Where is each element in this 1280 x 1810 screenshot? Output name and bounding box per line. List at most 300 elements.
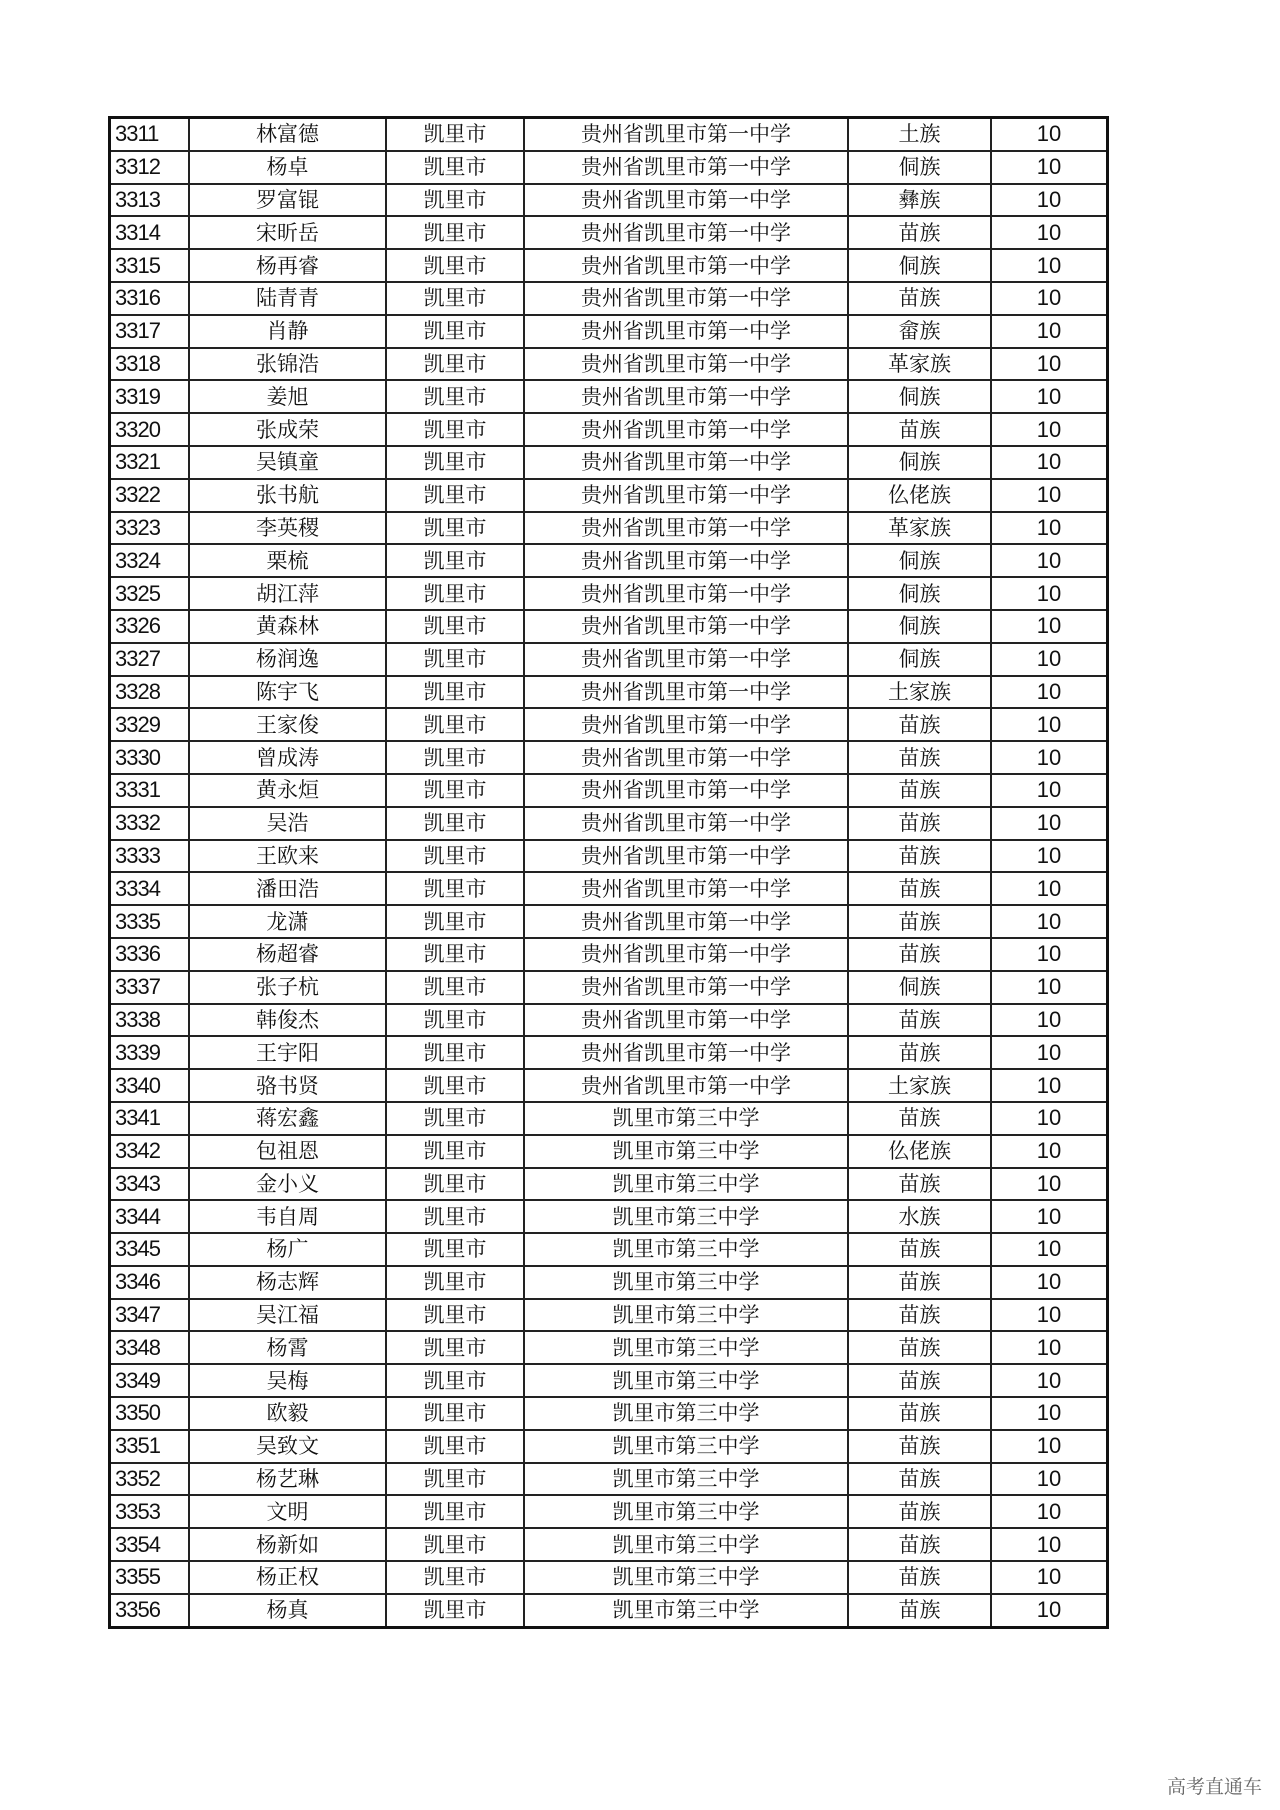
student-list-table xyxy=(108,116,1109,1629)
table-row xyxy=(110,774,1108,807)
ethnicity-cell: 侗族 xyxy=(848,380,991,413)
row-number-cell: 3344 xyxy=(110,1200,190,1233)
score-cell: 10 xyxy=(991,216,1108,249)
ethnicity-cell: 苗族 xyxy=(848,1594,991,1627)
city-cell: 凯里市 xyxy=(386,1102,524,1135)
school-cell: 贵州省凯里市第一中学 xyxy=(524,184,848,217)
school-cell: 贵州省凯里市第一中学 xyxy=(524,380,848,413)
city-cell: 凯里市 xyxy=(386,1299,524,1332)
school-cell: 贵州省凯里市第一中学 xyxy=(524,905,848,938)
ethnicity-cell: 苗族 xyxy=(848,1364,991,1397)
city-cell: 凯里市 xyxy=(386,872,524,905)
student-name-cell: 吴镇童 xyxy=(189,446,386,479)
score-cell: 10 xyxy=(991,643,1108,676)
student-name-cell: 王欧来 xyxy=(189,840,386,873)
school-cell: 贵州省凯里市第一中学 xyxy=(524,413,848,446)
row-number-cell: 3348 xyxy=(110,1331,190,1364)
table-row xyxy=(110,282,1108,315)
table-row xyxy=(110,610,1108,643)
row-number-cell: 3312 xyxy=(110,151,190,184)
city-cell: 凯里市 xyxy=(386,1004,524,1037)
table-row xyxy=(110,249,1108,282)
school-cell: 凯里市第三中学 xyxy=(524,1364,848,1397)
score-cell: 10 xyxy=(991,610,1108,643)
score-cell: 10 xyxy=(991,1495,1108,1528)
student-name-cell: 罗富锟 xyxy=(189,184,386,217)
city-cell: 凯里市 xyxy=(386,446,524,479)
score-cell: 10 xyxy=(991,380,1108,413)
ethnicity-cell: 革家族 xyxy=(848,348,991,381)
row-number-cell: 3328 xyxy=(110,676,190,709)
score-cell: 10 xyxy=(991,971,1108,1004)
score-cell: 10 xyxy=(991,905,1108,938)
score-cell: 10 xyxy=(991,1594,1108,1627)
school-cell: 贵州省凯里市第一中学 xyxy=(524,282,848,315)
city-cell: 凯里市 xyxy=(386,1135,524,1168)
ethnicity-cell: 革家族 xyxy=(848,512,991,545)
row-number-cell: 3338 xyxy=(110,1004,190,1037)
row-number-cell: 3356 xyxy=(110,1594,190,1627)
score-cell: 10 xyxy=(991,249,1108,282)
table-row xyxy=(110,872,1108,905)
watermark: 高考直通车 xyxy=(1166,1776,1262,1798)
row-number-cell: 3334 xyxy=(110,872,190,905)
student-name-cell: 黄永烜 xyxy=(189,774,386,807)
score-cell: 10 xyxy=(991,774,1108,807)
score-cell: 10 xyxy=(991,1004,1108,1037)
score-cell: 10 xyxy=(991,1331,1108,1364)
table-row xyxy=(110,643,1108,676)
ethnicity-cell: 彝族 xyxy=(848,184,991,217)
table-row xyxy=(110,1135,1108,1168)
table-row xyxy=(110,1036,1108,1069)
table-row xyxy=(110,741,1108,774)
student-name-cell: 姜旭 xyxy=(189,380,386,413)
table-row xyxy=(110,512,1108,545)
city-cell: 凯里市 xyxy=(386,807,524,840)
table-row xyxy=(110,807,1108,840)
score-cell: 10 xyxy=(991,1528,1108,1561)
school-cell: 贵州省凯里市第一中学 xyxy=(524,216,848,249)
ethnicity-cell: 苗族 xyxy=(848,1004,991,1037)
table-row xyxy=(110,1233,1108,1266)
school-cell: 贵州省凯里市第一中学 xyxy=(524,610,848,643)
table-row xyxy=(110,1463,1108,1496)
school-cell: 凯里市第三中学 xyxy=(524,1200,848,1233)
school-cell: 凯里市第三中学 xyxy=(524,1463,848,1496)
table-row xyxy=(110,708,1108,741)
table-row xyxy=(110,348,1108,381)
city-cell: 凯里市 xyxy=(386,1200,524,1233)
row-number-cell: 3311 xyxy=(110,118,190,151)
table-row xyxy=(110,1102,1108,1135)
row-number-cell: 3345 xyxy=(110,1233,190,1266)
score-cell: 10 xyxy=(991,118,1108,151)
row-number-cell: 3337 xyxy=(110,971,190,1004)
city-cell: 凯里市 xyxy=(386,348,524,381)
city-cell: 凯里市 xyxy=(386,1266,524,1299)
ethnicity-cell: 苗族 xyxy=(848,741,991,774)
table-row xyxy=(110,676,1108,709)
school-cell: 贵州省凯里市第一中学 xyxy=(524,249,848,282)
student-name-cell: 杨正权 xyxy=(189,1561,386,1594)
city-cell: 凯里市 xyxy=(386,118,524,151)
school-cell: 贵州省凯里市第一中学 xyxy=(524,479,848,512)
ethnicity-cell: 侗族 xyxy=(848,610,991,643)
city-cell: 凯里市 xyxy=(386,1397,524,1430)
table-row xyxy=(110,1528,1108,1561)
table-row xyxy=(110,938,1108,971)
ethnicity-cell: 苗族 xyxy=(848,413,991,446)
city-cell: 凯里市 xyxy=(386,708,524,741)
school-cell: 贵州省凯里市第一中学 xyxy=(524,1069,848,1102)
ethnicity-cell: 土家族 xyxy=(848,1069,991,1102)
student-name-cell: 骆书贤 xyxy=(189,1069,386,1102)
school-cell: 贵州省凯里市第一中学 xyxy=(524,118,848,151)
table-row xyxy=(110,1004,1108,1037)
ethnicity-cell: 侗族 xyxy=(848,151,991,184)
score-cell: 10 xyxy=(991,151,1108,184)
school-cell: 凯里市第三中学 xyxy=(524,1594,848,1627)
table-row xyxy=(110,446,1108,479)
city-cell: 凯里市 xyxy=(386,479,524,512)
school-cell: 贵州省凯里市第一中学 xyxy=(524,741,848,774)
table-row xyxy=(110,315,1108,348)
score-cell: 10 xyxy=(991,348,1108,381)
row-number-cell: 3331 xyxy=(110,774,190,807)
city-cell: 凯里市 xyxy=(386,1036,524,1069)
table-row xyxy=(110,151,1108,184)
city-cell: 凯里市 xyxy=(386,577,524,610)
table-row xyxy=(110,1331,1108,1364)
student-name-cell: 陈宇飞 xyxy=(189,676,386,709)
row-number-cell: 3314 xyxy=(110,216,190,249)
row-number-cell: 3321 xyxy=(110,446,190,479)
table-row xyxy=(110,1561,1108,1594)
ethnicity-cell: 苗族 xyxy=(848,774,991,807)
school-cell: 贵州省凯里市第一中学 xyxy=(524,872,848,905)
student-name-cell: 包祖恩 xyxy=(189,1135,386,1168)
ethnicity-cell: 苗族 xyxy=(848,938,991,971)
school-cell: 贵州省凯里市第一中学 xyxy=(524,577,848,610)
student-name-cell: 杨卓 xyxy=(189,151,386,184)
city-cell: 凯里市 xyxy=(386,741,524,774)
city-cell: 凯里市 xyxy=(386,413,524,446)
row-number-cell: 3354 xyxy=(110,1528,190,1561)
row-number-cell: 3315 xyxy=(110,249,190,282)
city-cell: 凯里市 xyxy=(386,151,524,184)
school-cell: 凯里市第三中学 xyxy=(524,1233,848,1266)
ethnicity-cell: 水族 xyxy=(848,1200,991,1233)
student-name-cell: 吴致文 xyxy=(189,1430,386,1463)
city-cell: 凯里市 xyxy=(386,643,524,676)
ethnicity-cell: 侗族 xyxy=(848,577,991,610)
city-cell: 凯里市 xyxy=(386,1528,524,1561)
student-name-cell: 韦自周 xyxy=(189,1200,386,1233)
score-cell: 10 xyxy=(991,1364,1108,1397)
table-row xyxy=(110,1299,1108,1332)
score-cell: 10 xyxy=(991,1463,1108,1496)
score-cell: 10 xyxy=(991,1069,1108,1102)
city-cell: 凯里市 xyxy=(386,971,524,1004)
city-cell: 凯里市 xyxy=(386,216,524,249)
city-cell: 凯里市 xyxy=(386,840,524,873)
student-name-cell: 张书航 xyxy=(189,479,386,512)
table-row xyxy=(110,184,1108,217)
ethnicity-cell: 苗族 xyxy=(848,1528,991,1561)
row-number-cell: 3340 xyxy=(110,1069,190,1102)
score-cell: 10 xyxy=(991,1233,1108,1266)
row-number-cell: 3347 xyxy=(110,1299,190,1332)
student-name-cell: 杨艺琳 xyxy=(189,1463,386,1496)
student-name-cell: 杨新如 xyxy=(189,1528,386,1561)
ethnicity-cell: 苗族 xyxy=(848,1036,991,1069)
ethnicity-cell: 侗族 xyxy=(848,643,991,676)
city-cell: 凯里市 xyxy=(386,610,524,643)
row-number-cell: 3341 xyxy=(110,1102,190,1135)
school-cell: 凯里市第三中学 xyxy=(524,1331,848,1364)
school-cell: 贵州省凯里市第一中学 xyxy=(524,774,848,807)
table-row xyxy=(110,1495,1108,1528)
row-number-cell: 3332 xyxy=(110,807,190,840)
ethnicity-cell: 苗族 xyxy=(848,708,991,741)
ethnicity-cell: 侗族 xyxy=(848,971,991,1004)
score-cell: 10 xyxy=(991,577,1108,610)
ethnicity-cell: 苗族 xyxy=(848,840,991,873)
row-number-cell: 3342 xyxy=(110,1135,190,1168)
score-cell: 10 xyxy=(991,479,1108,512)
city-cell: 凯里市 xyxy=(386,544,524,577)
city-cell: 凯里市 xyxy=(386,1069,524,1102)
score-cell: 10 xyxy=(991,1561,1108,1594)
student-name-cell: 张锦浩 xyxy=(189,348,386,381)
row-number-cell: 3329 xyxy=(110,708,190,741)
student-name-cell: 曾成涛 xyxy=(189,741,386,774)
ethnicity-cell: 苗族 xyxy=(848,1168,991,1201)
student-name-cell: 杨广 xyxy=(189,1233,386,1266)
city-cell: 凯里市 xyxy=(386,249,524,282)
table-row xyxy=(110,1594,1108,1627)
student-name-cell: 吴梅 xyxy=(189,1364,386,1397)
row-number-cell: 3336 xyxy=(110,938,190,971)
table-row xyxy=(110,905,1108,938)
row-number-cell: 3330 xyxy=(110,741,190,774)
student-name-cell: 王家俊 xyxy=(189,708,386,741)
school-cell: 贵州省凯里市第一中学 xyxy=(524,840,848,873)
student-name-cell: 栗梳 xyxy=(189,544,386,577)
ethnicity-cell: 苗族 xyxy=(848,1561,991,1594)
school-cell: 贵州省凯里市第一中学 xyxy=(524,1036,848,1069)
ethnicity-cell: 苗族 xyxy=(848,872,991,905)
city-cell: 凯里市 xyxy=(386,1168,524,1201)
row-number-cell: 3353 xyxy=(110,1495,190,1528)
school-cell: 贵州省凯里市第一中学 xyxy=(524,938,848,971)
row-number-cell: 3351 xyxy=(110,1430,190,1463)
score-cell: 10 xyxy=(991,676,1108,709)
student-name-cell: 韩俊杰 xyxy=(189,1004,386,1037)
ethnicity-cell: 苗族 xyxy=(848,1266,991,1299)
school-cell: 贵州省凯里市第一中学 xyxy=(524,544,848,577)
row-number-cell: 3318 xyxy=(110,348,190,381)
school-cell: 贵州省凯里市第一中学 xyxy=(524,676,848,709)
school-cell: 贵州省凯里市第一中学 xyxy=(524,807,848,840)
ethnicity-cell: 仫佬族 xyxy=(848,1135,991,1168)
city-cell: 凯里市 xyxy=(386,1463,524,1496)
city-cell: 凯里市 xyxy=(386,1430,524,1463)
ethnicity-cell: 苗族 xyxy=(848,1299,991,1332)
school-cell: 凯里市第三中学 xyxy=(524,1430,848,1463)
school-cell: 贵州省凯里市第一中学 xyxy=(524,151,848,184)
ethnicity-cell: 苗族 xyxy=(848,1233,991,1266)
score-cell: 10 xyxy=(991,1299,1108,1332)
ethnicity-cell: 苗族 xyxy=(848,1102,991,1135)
ethnicity-cell: 土族 xyxy=(848,118,991,151)
table-row xyxy=(110,1266,1108,1299)
table-row xyxy=(110,1430,1108,1463)
score-cell: 10 xyxy=(991,938,1108,971)
ethnicity-cell: 侗族 xyxy=(848,249,991,282)
ethnicity-cell: 苗族 xyxy=(848,1331,991,1364)
student-name-cell: 张成荣 xyxy=(189,413,386,446)
ethnicity-cell: 苗族 xyxy=(848,1430,991,1463)
score-cell: 10 xyxy=(991,840,1108,873)
table-row xyxy=(110,1200,1108,1233)
score-cell: 10 xyxy=(991,315,1108,348)
city-cell: 凯里市 xyxy=(386,1495,524,1528)
student-name-cell: 张子杭 xyxy=(189,971,386,1004)
table-row xyxy=(110,1069,1108,1102)
table-row xyxy=(110,479,1108,512)
score-cell: 10 xyxy=(991,413,1108,446)
school-cell: 凯里市第三中学 xyxy=(524,1266,848,1299)
table-row xyxy=(110,1364,1108,1397)
school-cell: 贵州省凯里市第一中学 xyxy=(524,348,848,381)
score-cell: 10 xyxy=(991,512,1108,545)
table-row xyxy=(110,840,1108,873)
city-cell: 凯里市 xyxy=(386,184,524,217)
student-name-cell: 黄森林 xyxy=(189,610,386,643)
ethnicity-cell: 苗族 xyxy=(848,807,991,840)
score-cell: 10 xyxy=(991,184,1108,217)
student-name-cell: 王宇阳 xyxy=(189,1036,386,1069)
student-name-cell: 陆青青 xyxy=(189,282,386,315)
student-name-cell: 蒋宏鑫 xyxy=(189,1102,386,1135)
table-row xyxy=(110,216,1108,249)
city-cell: 凯里市 xyxy=(386,905,524,938)
ethnicity-cell: 仫佬族 xyxy=(848,479,991,512)
ethnicity-cell: 土家族 xyxy=(848,676,991,709)
row-number-cell: 3350 xyxy=(110,1397,190,1430)
score-cell: 10 xyxy=(991,1430,1108,1463)
student-name-cell: 金小义 xyxy=(189,1168,386,1201)
student-name-cell: 杨真 xyxy=(189,1594,386,1627)
school-cell: 凯里市第三中学 xyxy=(524,1168,848,1201)
table-row xyxy=(110,544,1108,577)
ethnicity-cell: 苗族 xyxy=(848,1495,991,1528)
score-cell: 10 xyxy=(991,282,1108,315)
school-cell: 凯里市第三中学 xyxy=(524,1102,848,1135)
school-cell: 贵州省凯里市第一中学 xyxy=(524,446,848,479)
table-row xyxy=(110,971,1108,1004)
school-cell: 贵州省凯里市第一中学 xyxy=(524,971,848,1004)
score-cell: 10 xyxy=(991,807,1108,840)
row-number-cell: 3335 xyxy=(110,905,190,938)
student-name-cell: 李英稷 xyxy=(189,512,386,545)
city-cell: 凯里市 xyxy=(386,1331,524,1364)
student-name-cell: 吴江福 xyxy=(189,1299,386,1332)
row-number-cell: 3325 xyxy=(110,577,190,610)
ethnicity-cell: 苗族 xyxy=(848,282,991,315)
score-cell: 10 xyxy=(991,872,1108,905)
school-cell: 贵州省凯里市第一中学 xyxy=(524,315,848,348)
row-number-cell: 3339 xyxy=(110,1036,190,1069)
row-number-cell: 3355 xyxy=(110,1561,190,1594)
row-number-cell: 3326 xyxy=(110,610,190,643)
school-cell: 凯里市第三中学 xyxy=(524,1397,848,1430)
row-number-cell: 3333 xyxy=(110,840,190,873)
table-row xyxy=(110,118,1108,151)
school-cell: 凯里市第三中学 xyxy=(524,1495,848,1528)
ethnicity-cell: 苗族 xyxy=(848,1397,991,1430)
row-number-cell: 3324 xyxy=(110,544,190,577)
city-cell: 凯里市 xyxy=(386,380,524,413)
row-number-cell: 3349 xyxy=(110,1364,190,1397)
city-cell: 凯里市 xyxy=(386,1233,524,1266)
row-number-cell: 3320 xyxy=(110,413,190,446)
row-number-cell: 3313 xyxy=(110,184,190,217)
table-row xyxy=(110,1397,1108,1430)
score-cell: 10 xyxy=(991,544,1108,577)
student-name-cell: 宋昕岳 xyxy=(189,216,386,249)
row-number-cell: 3322 xyxy=(110,479,190,512)
city-cell: 凯里市 xyxy=(386,1364,524,1397)
table-row xyxy=(110,1168,1108,1201)
student-name-cell: 杨润逸 xyxy=(189,643,386,676)
ethnicity-cell: 侗族 xyxy=(848,544,991,577)
row-number-cell: 3327 xyxy=(110,643,190,676)
city-cell: 凯里市 xyxy=(386,512,524,545)
student-name-cell: 杨超睿 xyxy=(189,938,386,971)
ethnicity-cell: 侗族 xyxy=(848,446,991,479)
school-cell: 贵州省凯里市第一中学 xyxy=(524,1004,848,1037)
student-name-cell: 杨志辉 xyxy=(189,1266,386,1299)
score-cell: 10 xyxy=(991,1036,1108,1069)
table-row xyxy=(110,413,1108,446)
score-cell: 10 xyxy=(991,1266,1108,1299)
student-name-cell: 杨再睿 xyxy=(189,249,386,282)
city-cell: 凯里市 xyxy=(386,676,524,709)
row-number-cell: 3346 xyxy=(110,1266,190,1299)
school-cell: 贵州省凯里市第一中学 xyxy=(524,643,848,676)
student-name-cell: 林富德 xyxy=(189,118,386,151)
score-cell: 10 xyxy=(991,446,1108,479)
score-cell: 10 xyxy=(991,1168,1108,1201)
score-cell: 10 xyxy=(991,741,1108,774)
score-cell: 10 xyxy=(991,708,1108,741)
student-name-cell: 潘田浩 xyxy=(189,872,386,905)
score-cell: 10 xyxy=(991,1135,1108,1168)
student-name-cell: 杨霄 xyxy=(189,1331,386,1364)
school-cell: 凯里市第三中学 xyxy=(524,1299,848,1332)
row-number-cell: 3343 xyxy=(110,1168,190,1201)
student-name-cell: 肖静 xyxy=(189,315,386,348)
score-cell: 10 xyxy=(991,1200,1108,1233)
city-cell: 凯里市 xyxy=(386,1594,524,1627)
student-name-cell: 吴浩 xyxy=(189,807,386,840)
school-cell: 凯里市第三中学 xyxy=(524,1135,848,1168)
city-cell: 凯里市 xyxy=(386,938,524,971)
city-cell: 凯里市 xyxy=(386,1561,524,1594)
